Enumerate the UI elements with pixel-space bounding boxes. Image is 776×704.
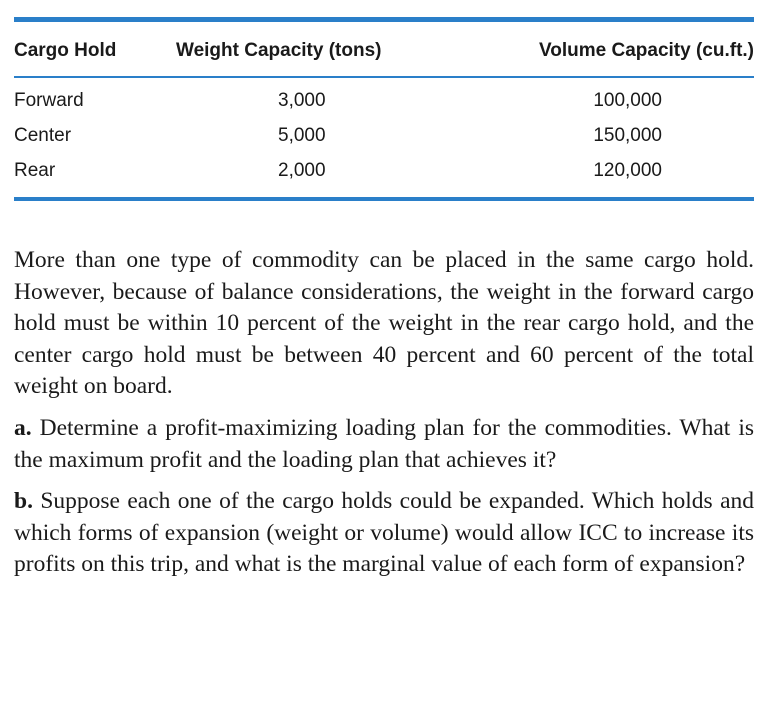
part-a-text: Determine a profit-maximizing loading plan for the commodities. What is the maximum profit and the loading plan that achieves it? <box>14 414 754 473</box>
cell-hold: Forward <box>14 90 84 111</box>
table-header-row <box>14 22 754 76</box>
part-a-paragraph <box>14 413 754 476</box>
cell-weight: 3,000 <box>278 90 326 111</box>
part-b-label: b. <box>14 488 33 515</box>
cell-volume: 150,000 <box>593 125 662 146</box>
intro-paragraph: More than one type of commodity can be placed in the same cargo hold. However, because of balance considerations, the weight in the forward cargo hold must be within 10 percent of the weight in the rear cargo hold, and the center cargo hold must be between 40 percent and 60 percent of the total weight on board. <box>14 247 754 400</box>
cell-hold: Center <box>14 125 72 146</box>
table-bottom-rule <box>14 197 754 201</box>
problem-text <box>14 245 754 581</box>
cell-weight: 5,000 <box>278 125 326 146</box>
header-volume-capacity: Volume Capacity (cu.ft.) <box>538 40 754 61</box>
part-a-label: a. <box>14 414 32 441</box>
cargo-hold-table <box>14 17 754 201</box>
header-cargo-hold: Cargo Hold <box>14 40 117 61</box>
part-b-text: Suppose each one of the cargo holds could be expanded. Which holds and which forms of expansion (weight or volume) would allow ICC to increase its profits on this trip, and what is the marginal value of each form of expansion? <box>14 488 754 578</box>
table-row <box>14 119 754 154</box>
table-body <box>14 78 754 197</box>
cell-hold: Rear <box>14 160 56 181</box>
cell-weight: 2,000 <box>278 160 326 181</box>
cell-volume: 100,000 <box>593 90 662 111</box>
table-row <box>14 84 754 119</box>
cell-volume: 120,000 <box>593 160 662 181</box>
header-weight-capacity: Weight Capacity (tons) <box>176 40 382 61</box>
part-b-paragraph <box>14 486 754 581</box>
table-row <box>14 154 754 189</box>
